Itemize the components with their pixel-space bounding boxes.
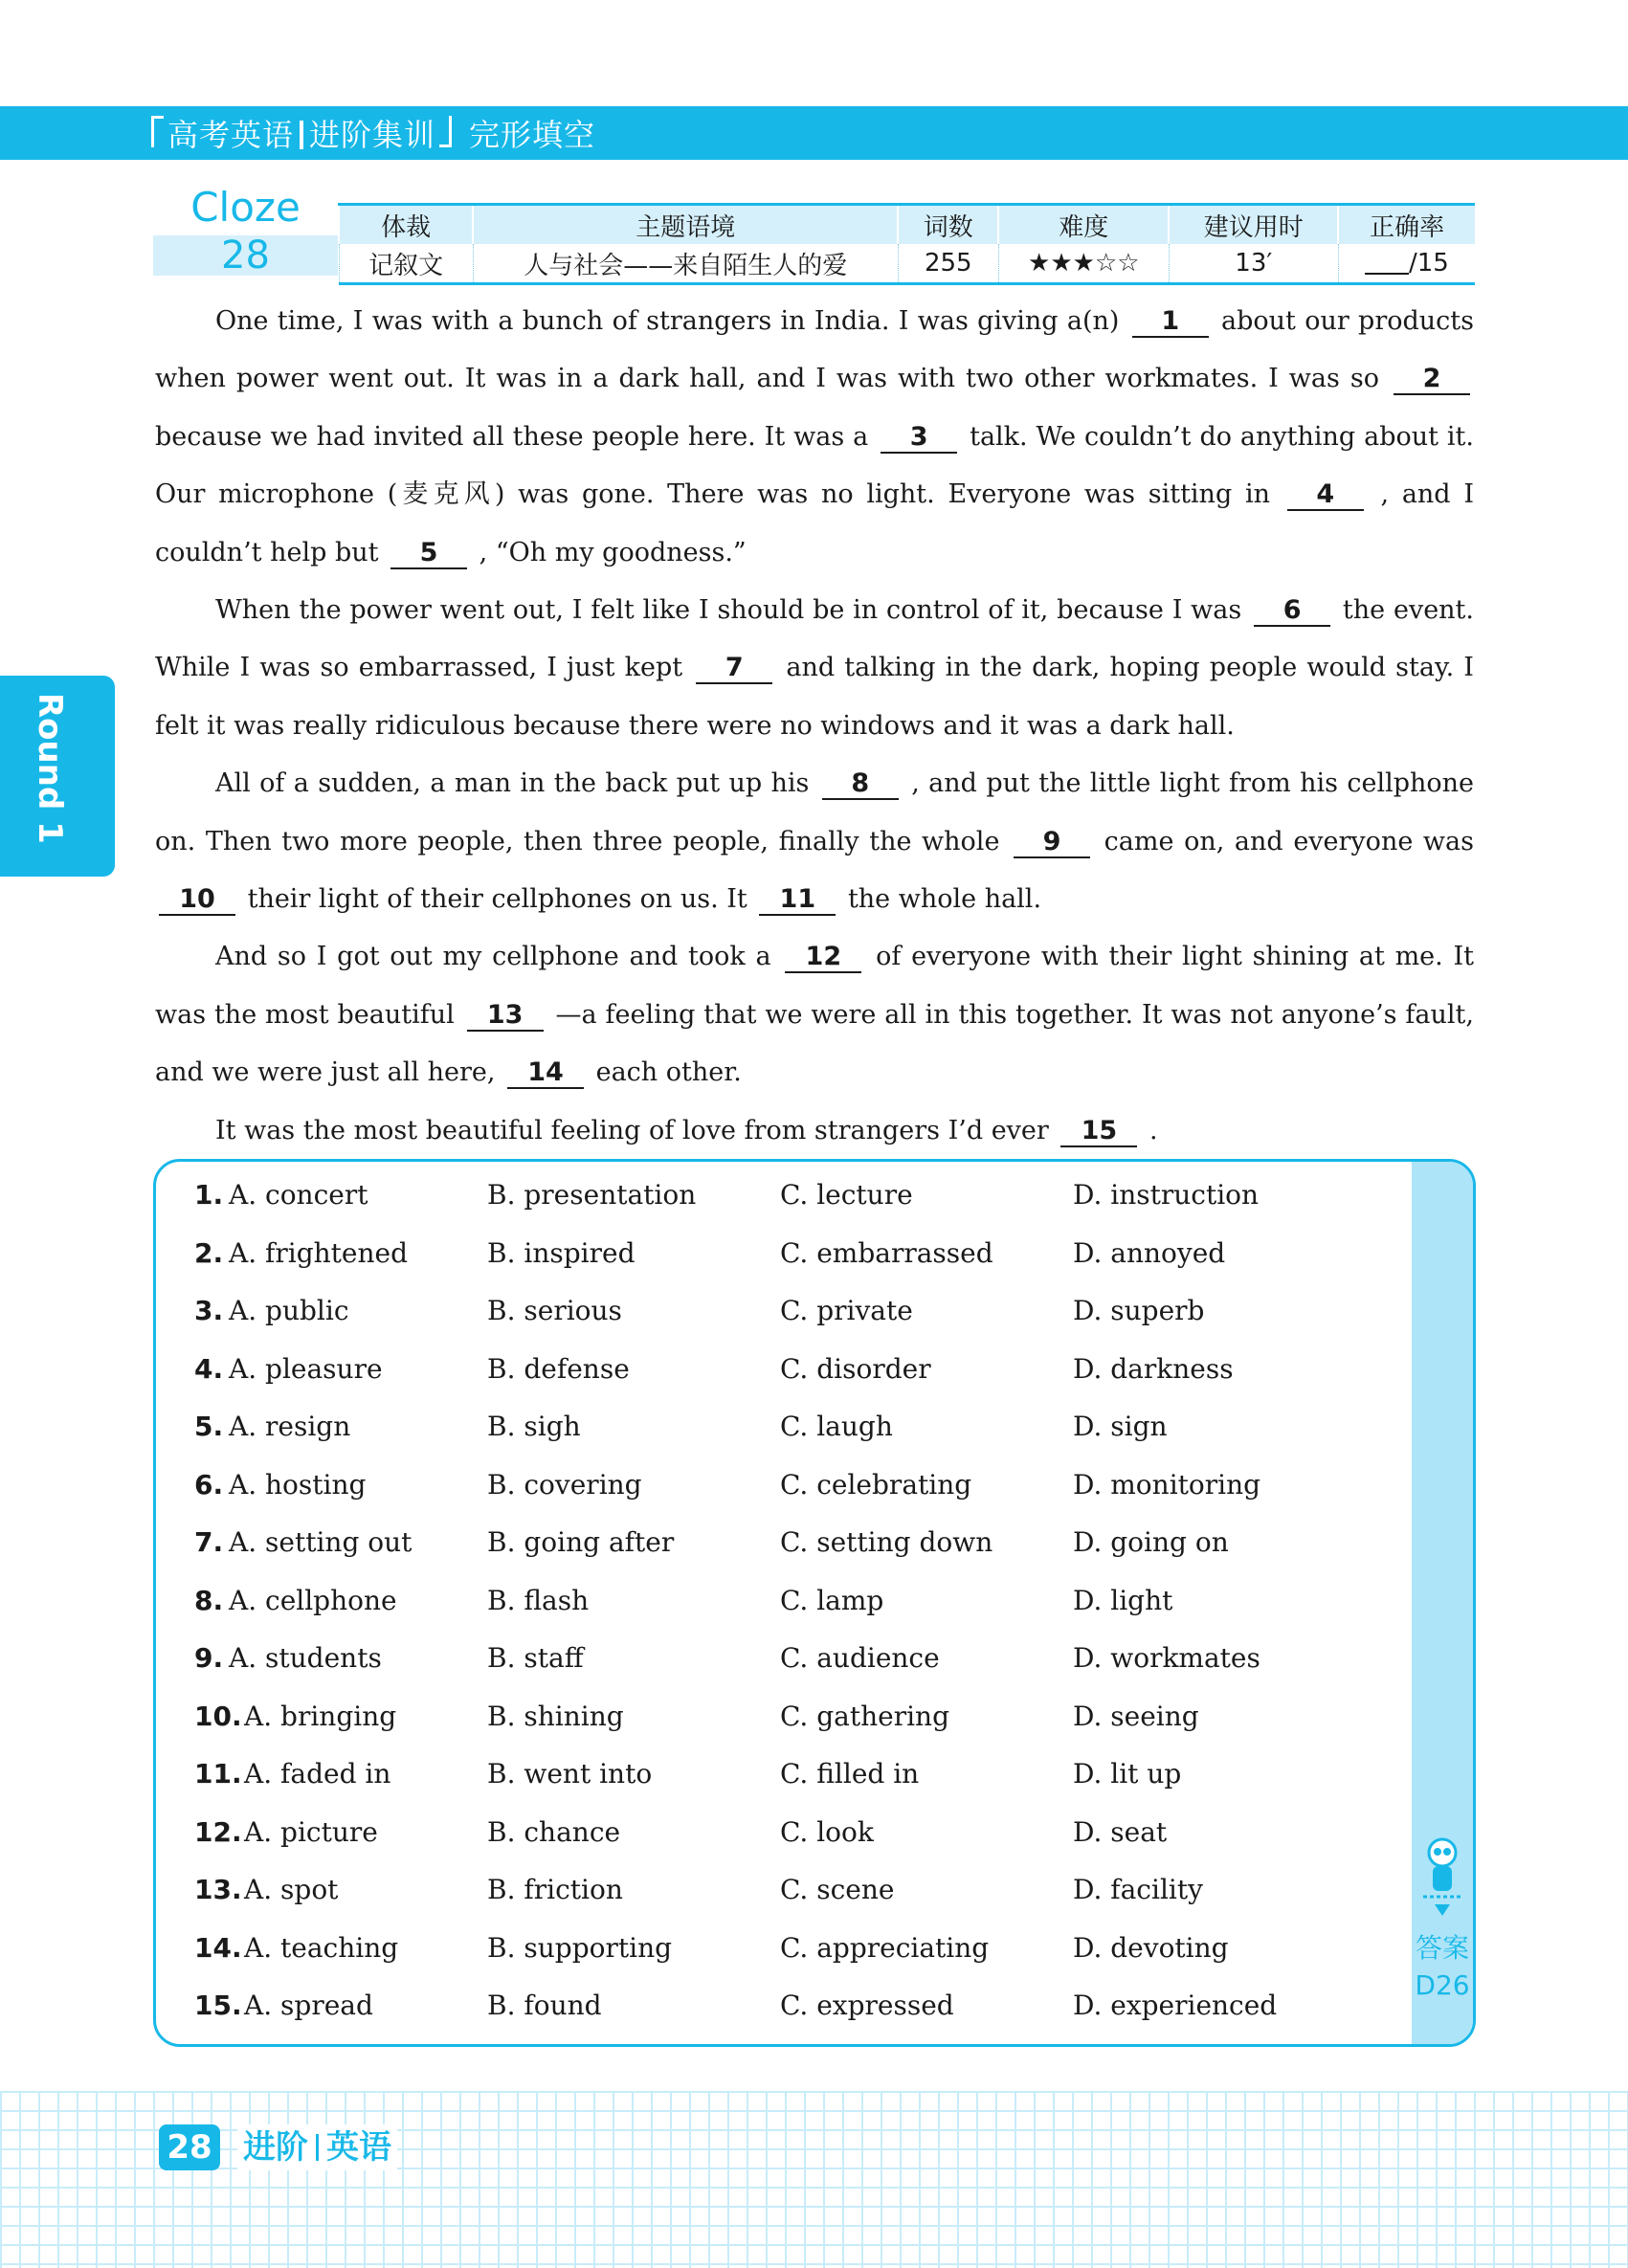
option-8-b[interactable]: B. flash [487, 1584, 590, 1616]
passage-paragraph: And so I got out my cellphone and took a 12 of everyone with their light shining at me. It was the most beautiful 13 —a feeling that we were all in this together. It was not anyone’s fault, and we were just all here, 14 each other. [155, 942, 1474, 1088]
option-2-d[interactable]: D. annoyed [1073, 1236, 1226, 1269]
option-12-a[interactable]: A. picture [244, 1815, 378, 1848]
option-1-d[interactable]: D. instruction [1073, 1179, 1260, 1211]
option-number: 9. [194, 1642, 224, 1674]
option-7-a[interactable]: A. setting out [229, 1526, 413, 1558]
option-number: 6. [194, 1468, 224, 1501]
page-number: 28 [159, 2124, 220, 2170]
option-7-c[interactable]: C. setting down [780, 1526, 993, 1558]
option-6-c[interactable]: C. celebrating [780, 1468, 972, 1501]
option-14-b[interactable]: B. supporting [487, 1931, 673, 1964]
blank-9[interactable]: 9 [1014, 828, 1090, 858]
header-subseries: 进阶集训 [309, 117, 436, 153]
footer-grid [0, 2091, 1628, 2268]
info-header-row [339, 205, 1475, 245]
header-difficulty: 难度 [998, 205, 1169, 245]
option-6-b[interactable]: B. covering [487, 1468, 642, 1501]
option-row-8 [194, 1585, 1381, 1642]
option-number: 3. [194, 1295, 224, 1326]
option-row-10 [194, 1701, 1381, 1758]
blank-5[interactable]: 5 [390, 539, 467, 569]
option-number: 11. [194, 1758, 242, 1790]
round-label: Round 1 [31, 693, 69, 844]
header-section: 完形填空 [469, 117, 596, 153]
option-10-b[interactable]: B. shining [487, 1700, 624, 1732]
option-row-4 [194, 1353, 1381, 1411]
cloze-passage [155, 293, 1474, 1160]
option-row-9 [194, 1642, 1381, 1700]
words-value: 255 [898, 244, 998, 284]
option-8-a[interactable]: A. cellphone [229, 1584, 397, 1616]
option-3-b[interactable]: B. serious [487, 1295, 622, 1326]
answer-code[interactable]: D26 [1415, 1969, 1470, 2001]
option-15-d[interactable]: D. experienced [1073, 1990, 1278, 2021]
blank-12[interactable]: 12 [785, 943, 861, 973]
option-11-d[interactable]: D. lit up [1073, 1758, 1182, 1790]
option-10-a[interactable]: A. bringing [244, 1700, 397, 1732]
option-row-13 [194, 1874, 1381, 1931]
accuracy-blank[interactable] [1365, 250, 1409, 275]
option-5-a[interactable]: A. resign [229, 1411, 351, 1442]
option-number: 12. [194, 1815, 242, 1848]
option-number: 10. [194, 1700, 242, 1732]
option-4-c[interactable]: C. disorder [780, 1352, 931, 1385]
header-accuracy: 正确率 [1338, 205, 1475, 245]
option-row-11 [194, 1758, 1381, 1815]
blank-11[interactable]: 11 [759, 885, 836, 916]
option-10-c[interactable]: C. gathering [780, 1700, 949, 1732]
option-15-a[interactable]: A. spread [244, 1990, 373, 2021]
passage-paragraph: One time, I was with a bunch of strangers in India. I was giving a(n) 1 about our products when power went out. It was in a dark hall, and I was with two other workmates. I was so 2 because we had invited all these people here. It was a 3 talk. We couldn’t do anything about it. Our microphone (麦克风) was gone. There was no light. Everyone was sitting in 4 , and I couldn’t help but 5 , “Oh my goodness.” [155, 306, 1474, 567]
header-genre: 体裁 [339, 205, 473, 245]
option-2-a[interactable]: A. frightened [229, 1236, 409, 1269]
option-number: 1. [194, 1179, 224, 1211]
header-words: 词数 [898, 205, 998, 245]
option-7-d[interactable]: D. going on [1073, 1526, 1229, 1558]
blank-3[interactable]: 3 [881, 423, 957, 454]
answer-label: 答案 [1415, 1932, 1469, 1964]
blank-10[interactable]: 10 [159, 885, 235, 916]
blank-15[interactable]: 15 [1060, 1117, 1137, 1147]
option-11-b[interactable]: B. went into [487, 1758, 653, 1790]
info-value-row [339, 244, 1475, 284]
option-12-c[interactable]: C. look [780, 1815, 874, 1848]
option-13-c[interactable]: C. scene [780, 1874, 895, 1905]
options-panel [153, 1159, 1476, 2047]
blank-6[interactable]: 6 [1254, 596, 1330, 627]
option-12-d[interactable]: D. seat [1073, 1815, 1168, 1848]
cloze-badge [153, 184, 338, 279]
option-5-d[interactable]: D. sign [1073, 1411, 1168, 1442]
cloze-label: Cloze [190, 184, 301, 231]
option-row-1 [194, 1179, 1381, 1236]
time-value: 13′ [1169, 244, 1338, 284]
option-row-7 [194, 1526, 1381, 1584]
option-11-c[interactable]: C. filled in [780, 1758, 920, 1790]
option-number: 14. [194, 1931, 242, 1964]
option-1-b[interactable]: B. presentation [487, 1179, 697, 1211]
option-4-b[interactable]: B. defense [487, 1352, 630, 1385]
cloze-number: 28 [153, 235, 338, 276]
option-2-c[interactable]: C. embarrassed [780, 1236, 993, 1269]
passage-paragraph: It was the most beautiful feeling of love from strangers I’d ever 15 . [215, 1115, 1158, 1145]
option-row-6 [194, 1469, 1381, 1526]
difficulty-stars: ★★★☆☆ [998, 244, 1169, 284]
option-13-a[interactable]: A. spot [244, 1874, 339, 1905]
blank-2[interactable]: 2 [1394, 365, 1470, 395]
top-header-bar [0, 106, 1628, 160]
theme-value: 人与社会——来自陌生人的爱 [473, 244, 898, 284]
footer-brand: 进阶 英语 [237, 2124, 397, 2170]
option-14-a[interactable]: A. teaching [244, 1931, 399, 1964]
option-10-d[interactable]: D. seeing [1073, 1700, 1199, 1732]
blank-8[interactable]: 8 [822, 769, 899, 800]
round-side-tab [0, 676, 115, 877]
option-3-a[interactable]: A. public [229, 1295, 349, 1326]
header-series: 高考英语 [167, 117, 295, 153]
option-14-c[interactable]: C. appreciating [780, 1931, 990, 1964]
option-6-d[interactable]: D. monitoring [1073, 1468, 1261, 1501]
accuracy-value[interactable]: /15 [1338, 244, 1475, 284]
option-9-d[interactable]: D. workmates [1073, 1642, 1260, 1674]
option-row-5 [194, 1411, 1381, 1468]
option-14-d[interactable]: D. devoting [1073, 1931, 1229, 1964]
option-number: 7. [194, 1526, 224, 1558]
option-3-d[interactable]: D. superb [1073, 1295, 1205, 1326]
blank-7[interactable]: 7 [696, 654, 772, 684]
option-number: 2. [194, 1236, 224, 1269]
option-row-15 [194, 1990, 1381, 2047]
option-number: 15. [194, 1990, 242, 2021]
option-row-3 [194, 1295, 1381, 1352]
option-number: 4. [194, 1352, 224, 1385]
option-11-a[interactable]: A. faded in [244, 1758, 391, 1790]
option-13-b[interactable]: B. friction [487, 1874, 623, 1905]
option-row-14 [194, 1932, 1381, 1990]
option-1-a[interactable]: A. concert [229, 1179, 368, 1211]
option-8-d[interactable]: D. light [1073, 1584, 1173, 1616]
option-15-b[interactable]: B. found [487, 1990, 602, 2021]
blank-13[interactable]: 13 [467, 1001, 544, 1032]
blank-4[interactable]: 4 [1287, 480, 1364, 511]
option-4-d[interactable]: D. darkness [1073, 1352, 1234, 1385]
option-4-a[interactable]: A. pleasure [229, 1352, 383, 1385]
passage-paragraph: All of a sudden, a man in the back put up his 8 , and put the little light from his cellphone on. Then two more people, then three people, finally the whole 9 came on, and everyone was 10 their light of their cellphones on us. It 11 the whole hall. [155, 768, 1475, 915]
option-number: 8. [194, 1584, 224, 1616]
option-9-c[interactable]: C. audience [780, 1642, 940, 1674]
info-table [338, 203, 1475, 285]
option-5-c[interactable]: C. laugh [780, 1411, 893, 1442]
option-9-a[interactable]: A. students [229, 1642, 382, 1674]
genre-value: 记叙文 [339, 244, 473, 284]
header-title [151, 111, 595, 155]
header-theme: 主题语境 [473, 205, 898, 245]
option-2-b[interactable]: B. inspired [487, 1236, 636, 1269]
option-12-b[interactable]: B. chance [487, 1815, 621, 1848]
passage-paragraph: When the power went out, I felt like I should be in control of it, because I was 6 the event. While I was so embarrassed, I just kept 7 and talking in the dark, hoping people would stay. I felt it was really ridiculous because there were no windows and it was a dark hall. [155, 595, 1474, 741]
option-number: 13. [194, 1874, 242, 1905]
option-6-a[interactable]: A. hosting [229, 1468, 367, 1501]
option-number: 5. [194, 1411, 224, 1442]
option-5-b[interactable]: B. sigh [487, 1411, 581, 1442]
option-3-c[interactable]: C. private [780, 1295, 913, 1326]
option-8-c[interactable]: C. lamp [780, 1584, 884, 1616]
option-15-c[interactable]: C. expressed [780, 1990, 954, 2021]
answer-mascot-icon [1417, 1832, 1467, 1922]
option-1-c[interactable]: C. lecture [780, 1179, 913, 1211]
blank-1[interactable]: 1 [1132, 307, 1209, 338]
option-9-b[interactable]: B. staff [487, 1642, 584, 1674]
blank-14[interactable]: 14 [507, 1058, 584, 1089]
option-row-2 [194, 1237, 1381, 1295]
option-row-12 [194, 1816, 1381, 1874]
option-7-b[interactable]: B. going after [487, 1526, 675, 1558]
option-13-d[interactable]: D. facility [1073, 1874, 1203, 1905]
header-time: 建议用时 [1169, 205, 1338, 245]
